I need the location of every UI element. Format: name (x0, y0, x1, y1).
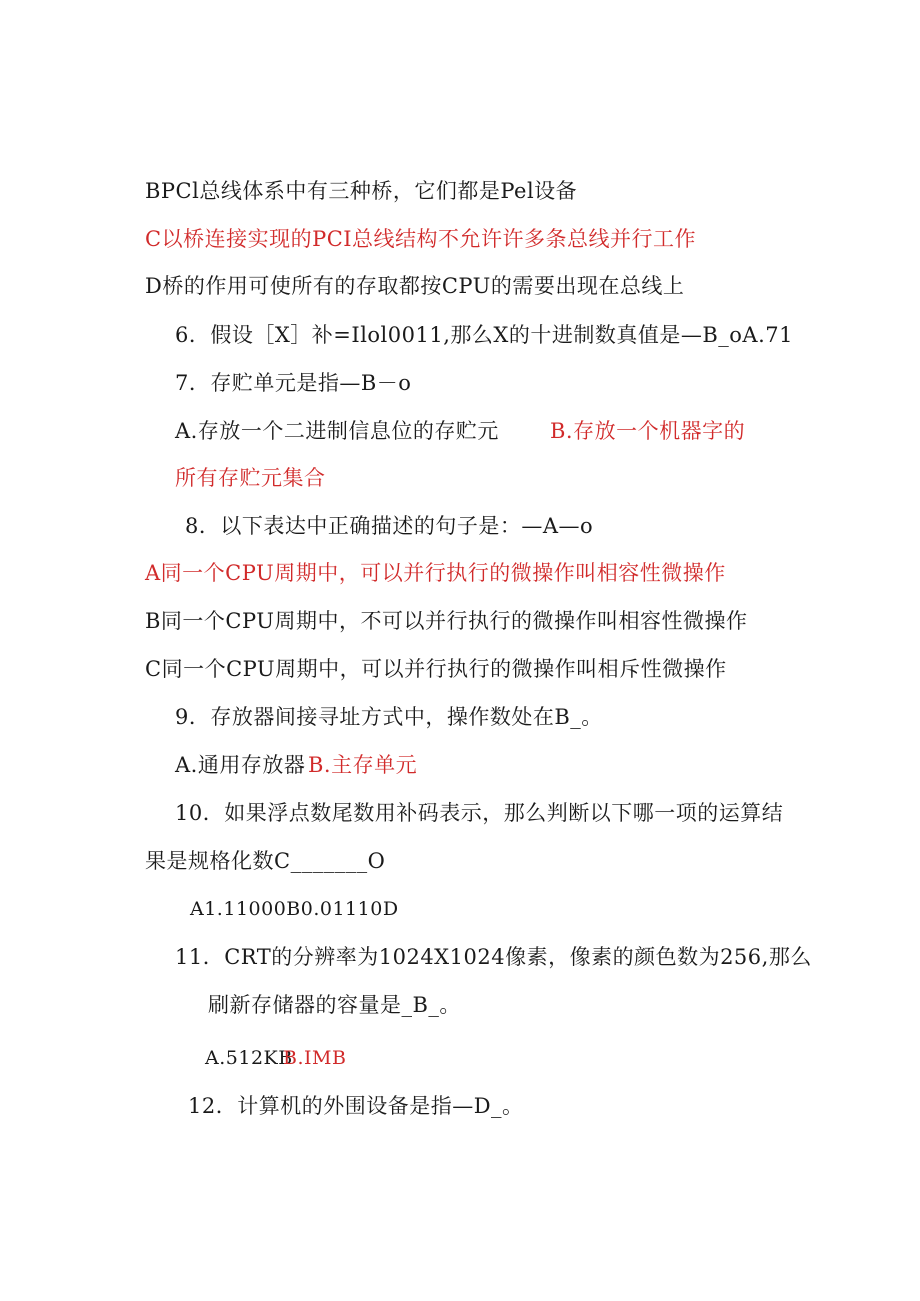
question-12: 12．计算机的外围设备是指—D_。 (188, 1094, 524, 1118)
option-d-pci-bridge: D桥的作用可使所有的存取都按CPU的需要出现在总线上 (145, 274, 685, 298)
question-7-option-a: A.存放一个二进制信息位的存贮元 (175, 419, 499, 443)
question-6: 6．假设［X］补=Ilol0011,那么X的十进制数真值是—B_oA.71 (175, 323, 793, 347)
question-8-option-b: B同一个CPU周期中，不可以并行执行的微操作叫相容性微操作 (145, 609, 748, 633)
question-7-option-b-answer: B.存放一个机器字的 (550, 419, 746, 443)
question-7: 7．存贮单元是指—B－o (175, 371, 412, 395)
question-11-option-a: A.512KB (205, 1047, 293, 1069)
question-8-option-c: C同一个CPU周期中，可以并行执行的微操作叫相斥性微操作 (145, 657, 727, 681)
question-8: 8．以下表达中正确描述的句子是：—A—o (185, 514, 594, 538)
question-10: 10．如果浮点数尾数用补码表示，那么判断以下哪一项的运算结 (175, 801, 784, 825)
option-c-pci-bridge-answer: C以桥连接实现的PCI总线结构不允许许多条总线并行工作 (145, 227, 697, 251)
question-9: 9．存放器间接寻址方式中，操作数处在B_。 (175, 705, 603, 729)
question-11-continued: 刷新存储器的容量是_B_。 (208, 993, 461, 1017)
question-10-continued: 果是规格化数C_______O (145, 849, 386, 873)
question-9-option-b-answer: B.主存单元 (308, 753, 418, 777)
option-b-pci-bridge: BPCl总线体系中有三种桥，它们都是Pel设备 (145, 179, 578, 203)
question-11: 11．CRT的分辨率为1024X1024像素，像素的颜色数为256,那么 (175, 945, 812, 969)
question-11-option-b-answer: B.IMB (283, 1047, 347, 1069)
question-7-option-b-continued: 所有存贮元集合 (175, 466, 326, 490)
question-10-options: A1.11000B0.01110D (190, 898, 399, 920)
question-8-option-a-answer: A同一个CPU周期中，可以并行执行的微操作叫相容性微操作 (145, 561, 726, 585)
question-9-option-a: A.通用存放器 (175, 753, 306, 777)
